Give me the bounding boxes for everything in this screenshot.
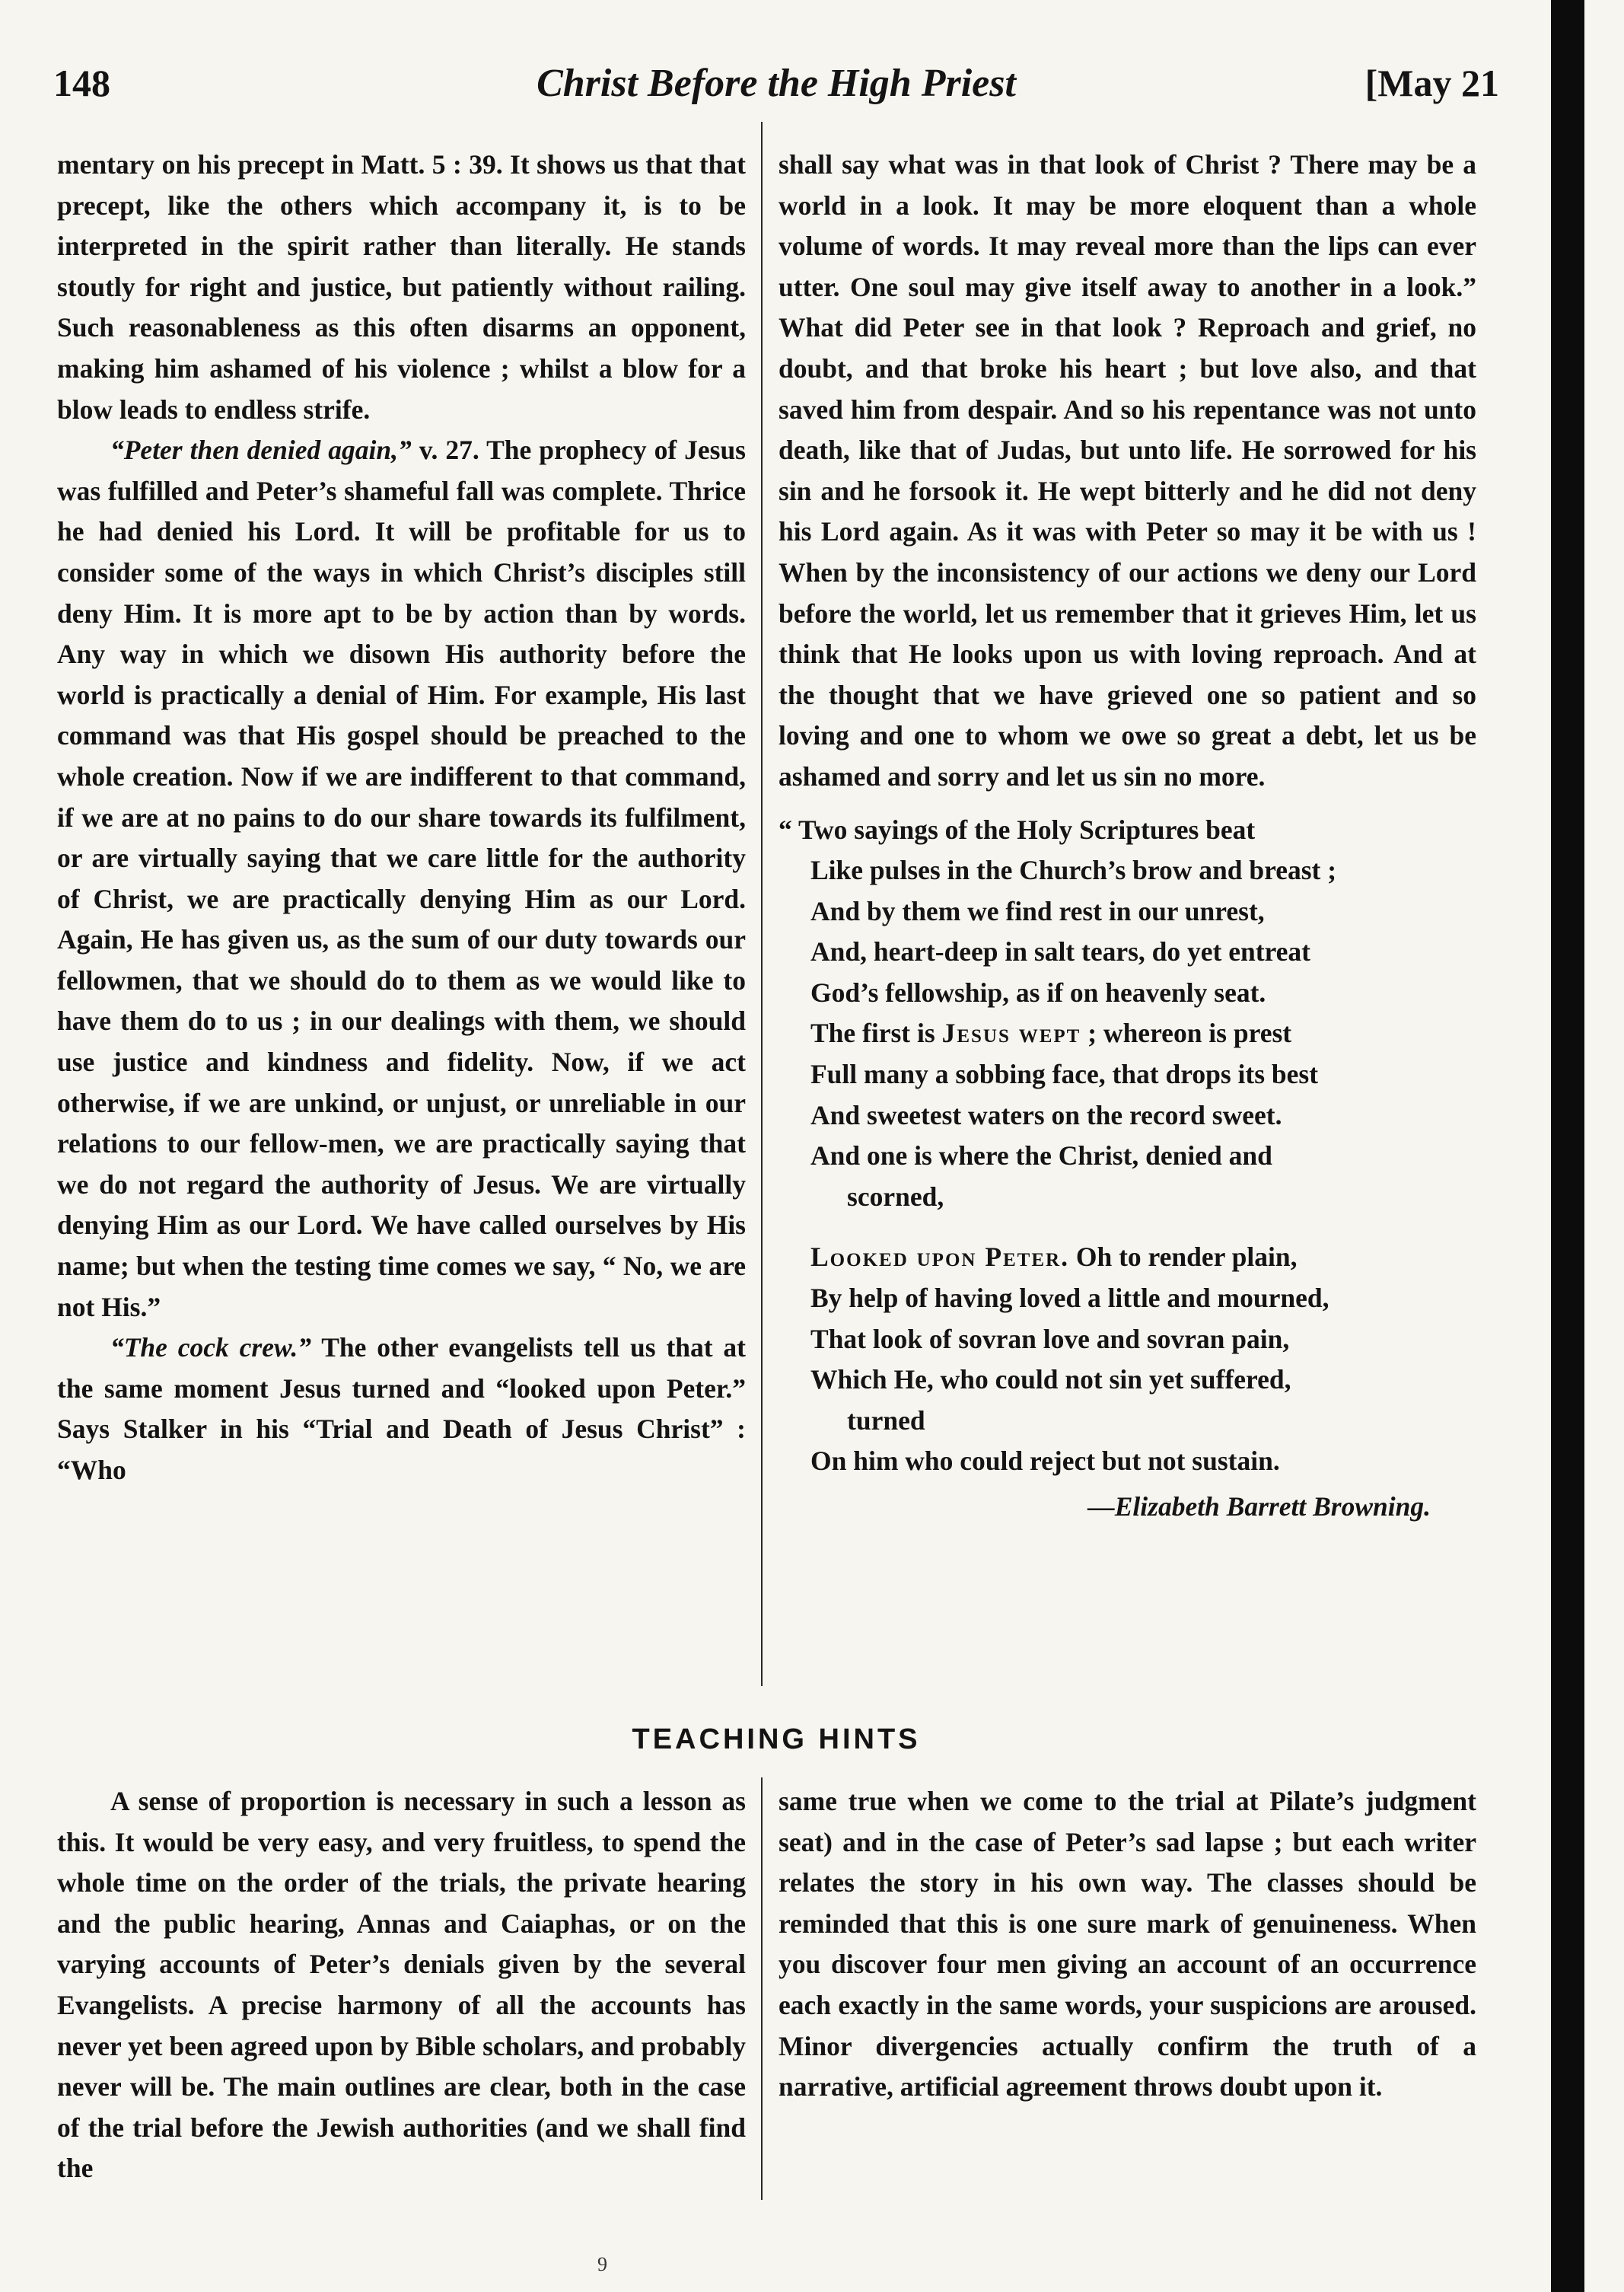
poem	[779, 810, 1476, 1528]
poem-text: Oh to render plain,	[1068, 1242, 1298, 1273]
poem-line: Which He, who could not sin yet suffered,	[810, 1364, 1291, 1395]
stanza-gap	[779, 1217, 1476, 1237]
column-rule-bottom	[761, 1777, 763, 2200]
poem-stanza-sestet	[779, 1237, 1476, 1482]
poem-text: ; whereon is prest	[1081, 1018, 1292, 1049]
paragraph-text: v. 27. The prophecy of Jesus was fulfilled and Peter’s shameful fall was complete. Thrice he had denied his Lord. It will be profitable for us to consider some of the ways in which Christ’s disciples still deny Him. It is more apt to be by action than by words. Any way in which we disown His authority before the world is practically a denial of Him. For example, His last command was that His gospel should be preached to the whole creation. Now if we are indifferent to that command, if we are at no pains to do our share towards its fulfilment, or are virtually saying that we care little for the authority of Christ, we are practically denying Him as our Lord. Again, He has given us, as the sum of our duty towards our fellowmen, that we should do to them as we would like to have them do to us ; in our dealings with them, we should use justice and kindness and fidelity. Now, if we act otherwise, if we are unkind, or unjust, or unreliable in our relations to our fellow-men, we are practically saying that we do not regard the authority of Jesus. We are virtually denying Him as our Lord. We have called ourselves by His name; but when the testing time comes we say, “ No, we are not His.”	[57, 435, 746, 1322]
page-edge-shadow	[1551, 0, 1584, 2292]
poem-line: And, heart-deep in salt tears, do yet entreat	[810, 936, 1310, 967]
right-column-upper	[779, 145, 1476, 1528]
poem-line: On him who could reject but not sustain.	[810, 1446, 1280, 1477]
poem-line: “ Two sayings of the Holy Scriptures beat	[779, 814, 1256, 845]
poem-line: God’s fellowship, as if on heavenly seat.	[810, 977, 1266, 1008]
paragraph-peter-denied	[57, 430, 746, 1328]
poem-attribution: —Elizabeth Barrett Browning.	[1087, 1491, 1431, 1522]
right-column-lower	[779, 1781, 1476, 2108]
poem-line: scorned,	[847, 1181, 944, 1212]
signature-mark: 9	[597, 2253, 607, 2275]
poem-line: That look of sovran love and sovran pain,	[810, 1323, 1290, 1354]
poem-line: And one is where the Christ, denied and	[810, 1140, 1272, 1172]
running-header	[53, 61, 1499, 122]
poem-line	[779, 1237, 1476, 1278]
paragraph-teaching-hints-continued: same true when we come to the trial at Pilate’s judgment seat) and in the case of Peter’s sad lapse ; but each writer relates the story in his own way. The classes should be reminded that this is one sure mark of genuineness. When you discover four men giving an account of an occurrence each exactly in the same words, your suspicions are aroused. Minor divergencies actually confirm the truth of a narrative, artificial agreement throws doubt upon it.	[779, 1786, 1476, 2102]
left-column-upper	[57, 145, 746, 1491]
section-heading: TEACHING HINTS	[632, 1723, 921, 1755]
left-column-lower	[57, 1781, 746, 2189]
issue-date: [May 21	[1364, 62, 1499, 104]
scripture-quote: “The cock crew.”	[110, 1332, 311, 1363]
paragraph-teaching-hints: A sense of proportion is necessary in such a lesson as this. It would be very easy, and very fruitless, to spend the whole time on the order of the trials, the private hearing and the public hearing, Annas and Caiaphas, or on the varying accounts of Peter’s denials given by the several Evangelists. A precise harmony of all the accounts has never yet been agreed upon by Bible scholars, and probably never will be. The main outlines are clear, both in the case of the trial before the Jewish authorities (and we shall find the	[57, 1786, 746, 2184]
poem-text: The first is	[810, 1018, 942, 1049]
poem-line: And sweetest waters on the record sweet.	[810, 1099, 1282, 1130]
page-number: 148	[53, 62, 110, 104]
poem-line: Full many a sobbing face, that drops its best	[810, 1059, 1319, 1090]
poem-line: Like pulses in the Church’s brow and breast ;	[810, 855, 1337, 886]
poem-smallcaps: Looked upon Peter.	[810, 1242, 1069, 1273]
poem-stanza-octave	[779, 810, 1476, 1218]
paragraph-cock-crew	[57, 1328, 746, 1490]
running-title: Christ Before the High Priest	[537, 62, 1016, 105]
scripture-quote: “Peter then denied again,”	[110, 435, 412, 466]
poem-smallcaps: Jesus wept	[941, 1018, 1081, 1049]
poem-line: By help of having loved a little and mourned,	[810, 1283, 1329, 1314]
poem-line: And by them we find rest in our unrest,	[810, 895, 1265, 926]
paragraph-look-of-christ: shall say what was in that look of Christ ? There may be a world in a look. It may be more eloquent than a whole volume of words. It may reveal more than the lips can ever utter. One soul may give itself away to another in a look.” What did Peter see in that look ? Reproach and grief, no doubt, and that broke his heart ; but love also, and that saved him from despair. And so his repentance was not unto death, like that of Judas, but unto life. He sorrowed for his sin and he forsook it. He wept bitterly and he did not deny his Lord again. As it was with Peter so may it be with us ! When by the inconsistency of our actions we deny our Lord before the world, let us remember that it grieves Him, let us think that He looks upon us with loving reproach. And at the thought that we have grieved one so patient and so loving and one to whom we owe so great a debt, let us be ashamed and sorry and let us sin no more.	[779, 149, 1476, 792]
poem-line	[779, 1013, 1476, 1054]
paragraph-text: The other evangelists tell us that at the same moment Jesus turned and “looked upon Peter.” Says Stalker in his “Trial and Death of Jesus Christ” : “Who	[57, 1332, 747, 1485]
paragraph-commentary-continued: mentary on his precept in Matt. 5 : 39. It shows us that that precept, like the others which accompany it, is to be interpreted in the spirit rather than literally. He stands stoutly for right and justice, but patiently without railing. Such reasonableness as this often disarms an opponent, making him ashamed of his violence ; whilst a blow for a blow leads to endless strife.	[57, 149, 746, 425]
poem-line: turned	[847, 1404, 925, 1436]
column-rule-top	[761, 122, 763, 1686]
